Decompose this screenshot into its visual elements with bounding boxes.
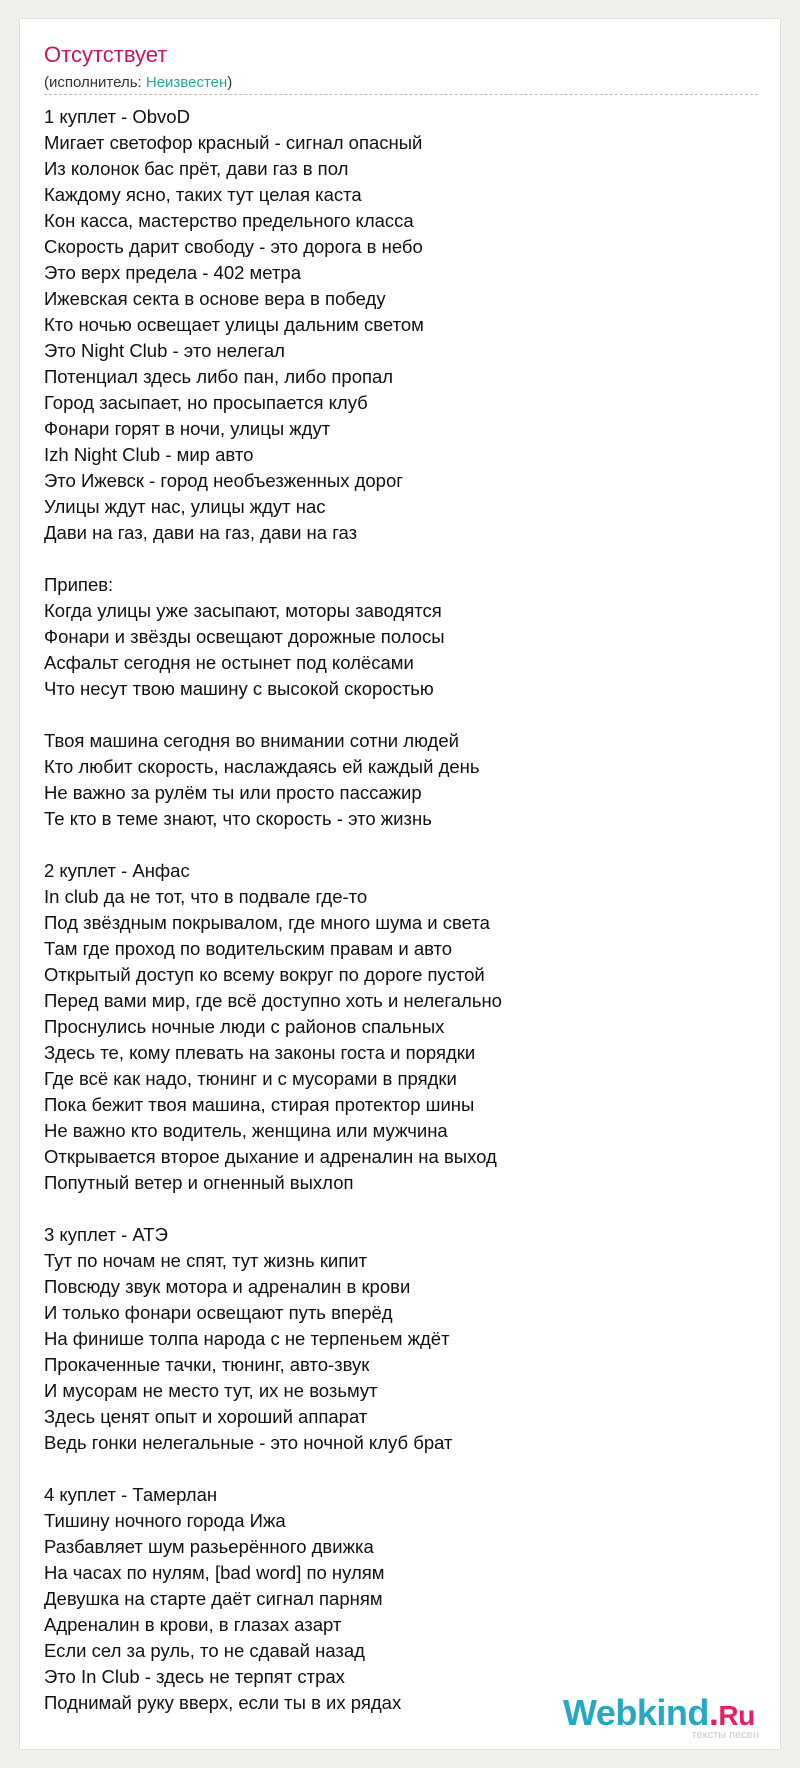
lyric-line: Тут по ночам не спят, тут жизнь кипит <box>44 1250 368 1271</box>
lyric-line: Повсюду звук мотора и адреналин в крови <box>44 1276 411 1297</box>
lyric-line: Пока бежит твоя машина, стирая протектор шины <box>44 1094 475 1115</box>
lyric-line: Поднимай руку вверх, если ты в их рядах <box>44 1692 402 1713</box>
lyric-line: Скорость дарит свободу - это дорога в небо <box>44 236 423 257</box>
lyric-line: Когда улицы уже засыпают, моторы заводятся <box>44 600 442 621</box>
lyric-line: Ижевская секта в основе вера в победу <box>44 288 386 309</box>
lyric-line: Не важно кто водитель, женщина или мужчина <box>44 1120 448 1141</box>
webkind-logo[interactable] <box>563 1693 773 1741</box>
lyric-line: Асфальт сегодня не остынет под колёсами <box>44 652 414 673</box>
lyric-line: Это Ижевск - город необъезженных дорог <box>44 470 403 491</box>
artist-suffix: ) <box>227 74 233 91</box>
lyric-line: Здесь ценят опыт и хороший аппарат <box>44 1406 368 1427</box>
lyric-line: Те кто в теме знают, что скорость - это жизнь <box>44 808 432 829</box>
lyric-line: Что несут твою машину с высокой скоростью <box>44 678 434 699</box>
lyric-line: Это Night Club - это нелегал <box>44 340 285 361</box>
artist-line <box>44 74 232 92</box>
lyric-line: 3 куплет - АТЭ <box>44 1224 168 1245</box>
lyric-line: Адреналин в крови, в глазах азарт <box>44 1614 342 1635</box>
lyric-line: Девушка на старте даёт сигнал парням <box>44 1588 383 1609</box>
lyric-line: Твоя машина сегодня во внимании сотни людей <box>44 730 459 751</box>
lyric-line: Тишину ночного города Ижа <box>44 1510 286 1531</box>
lyric-line: Открытый доступ ко всему вокруг по дороге пустой <box>44 964 485 985</box>
lyric-line: На часах по нулям, [bad word] по нулям <box>44 1562 385 1583</box>
logo-tld: Ru <box>718 1700 755 1731</box>
lyric-line: Потенциал здесь либо пан, либо пропал <box>44 366 394 387</box>
lyric-line: Проснулись ночные люди с районов спальных <box>44 1016 445 1037</box>
lyric-line: Прокаченные тачки, тюнинг, авто-звук <box>44 1354 370 1375</box>
lyric-line: На финише толпа народа с не терпеньем ждёт <box>44 1328 450 1349</box>
song-title: Отсутствует <box>44 42 168 67</box>
lyric-line: Не важно за рулём ты или просто пассажир <box>44 782 422 803</box>
artist-link[interactable]: Неизвестен <box>145 74 228 91</box>
lyric-line: Город засыпает, но просыпается клуб <box>44 392 368 413</box>
lyric-line: Открывается второе дыхание и адреналин на выход <box>44 1146 497 1167</box>
blank-line <box>44 832 758 858</box>
lyric-line: Улицы ждут нас, улицы ждут нас <box>44 496 326 517</box>
lyric-line: Припев: <box>44 574 114 595</box>
lyric-line: Разбавляет шум разьерённого движка <box>44 1536 374 1557</box>
artist-prefix: (исполнитель: <box>44 74 146 91</box>
lyric-line: Здесь те, кому плевать на законы госта и порядки <box>44 1042 476 1063</box>
blank-line <box>44 546 758 572</box>
lyric-line: Это верх предела - 402 метра <box>44 262 302 283</box>
lyric-line: Кон касса, мастерство предельного класса <box>44 210 414 231</box>
lyric-line: Izh Night Club - мир авто <box>44 444 254 465</box>
lyric-line: Мигает светофор красный - сигнал опасный <box>44 132 423 153</box>
logo-brand: Webkind <box>563 1692 709 1733</box>
lyric-line: Кто ночью освещает улицы дальним светом <box>44 314 424 335</box>
lyric-line: Ведь гонки нелегальные - это ночной клуб брат <box>44 1432 453 1453</box>
lyric-line: In club да не тот, что в подвале где-то <box>44 886 368 907</box>
lyric-line: Где всё как надо, тюнинг и с мусорами в прядки <box>44 1068 457 1089</box>
lyric-line: Из колонок бас прёт, дави газ в пол <box>44 158 349 179</box>
lyric-line: И мусорам не место тут, их не возьмут <box>44 1380 378 1401</box>
dashed-divider <box>44 94 758 95</box>
blank-line <box>44 1456 758 1482</box>
lyric-line: Перед вами мир, где всё доступно хоть и нелегально <box>44 990 502 1011</box>
lyric-line: Фонари горят в ночи, улицы ждут <box>44 418 331 439</box>
lyric-line: И только фонари освещают путь вперёд <box>44 1302 393 1323</box>
lyric-line: Если сел за руль, то не сдавай назад <box>44 1640 365 1661</box>
lyrics-card <box>19 18 781 1750</box>
blank-line <box>44 702 758 728</box>
lyrics-body <box>44 104 758 1716</box>
lyric-line: Дави на газ, дави на газ, дави на газ <box>44 522 358 543</box>
lyric-line: Под звёздным покрывалом, где много шума и света <box>44 912 490 933</box>
lyric-line: Каждому ясно, таких тут целая каста <box>44 184 362 205</box>
lyric-line: Кто любит скорость, наслаждаясь ей каждый день <box>44 756 480 777</box>
lyric-line: Это In Club - здесь не терпят страх <box>44 1666 345 1687</box>
blank-line <box>44 1196 758 1222</box>
logo-tagline: тексты песен <box>691 1729 759 1741</box>
lyric-line: 4 куплет - Тамерлан <box>44 1484 218 1505</box>
lyric-line: 1 куплет - ObvoD <box>44 106 190 127</box>
lyric-line: Фонари и звёзды освещают дорожные полосы <box>44 626 445 647</box>
logo-dot: . <box>708 1692 719 1733</box>
lyric-line: Там где проход по водительским правам и авто <box>44 938 453 959</box>
lyric-line: Попутный ветер и огненный выхлоп <box>44 1172 354 1193</box>
lyric-line: 2 куплет - Анфас <box>44 860 190 881</box>
